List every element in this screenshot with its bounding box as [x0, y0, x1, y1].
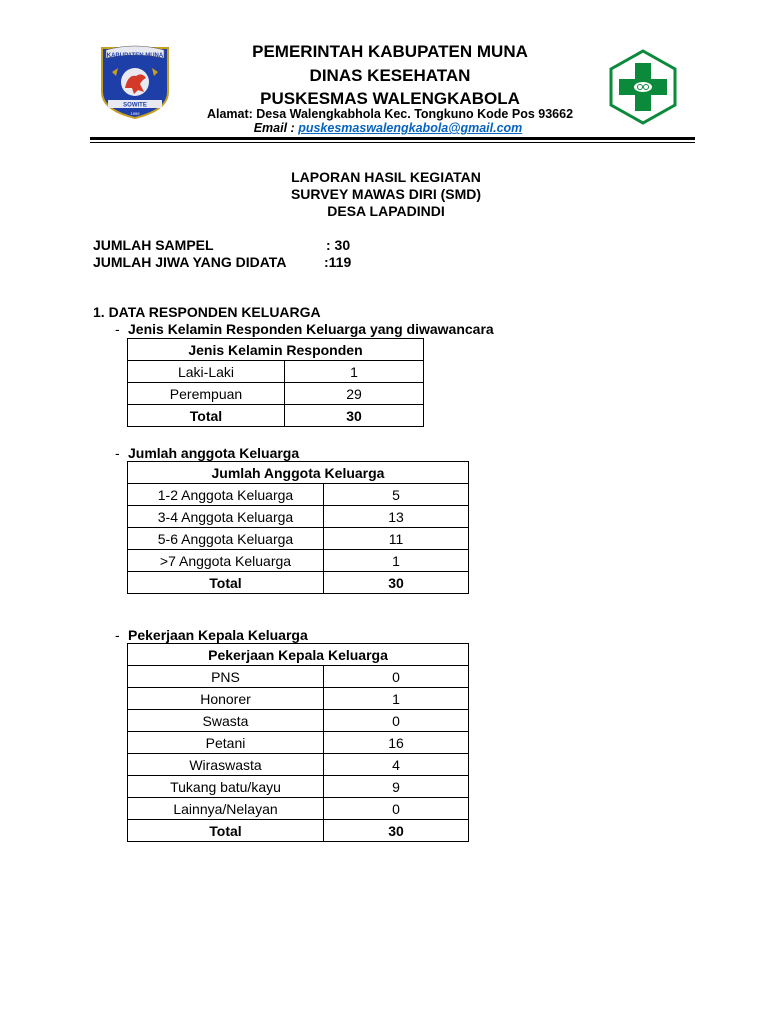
row-value: 1: [324, 550, 469, 572]
table-row: [128, 732, 469, 754]
total-value: 30: [285, 405, 424, 427]
header-address: Alamat: Desa Walengkabhola Kec. Tongkuno Kode Pos 93662: [206, 107, 574, 121]
table-total-row: [128, 820, 469, 842]
sub1-label: Jenis Kelamin Responden Keluarga yang diwawancara: [128, 321, 494, 337]
row-value: 16: [324, 732, 469, 754]
sub3-label: Pekerjaan Kepala Keluarga: [128, 627, 308, 643]
table-title: Pekerjaan Kepala Keluarga: [128, 644, 469, 666]
header-line-2: DINAS KESEHATAN: [309, 66, 471, 85]
table-row: [128, 550, 469, 572]
table-row: [128, 666, 469, 688]
sub3-dash: -: [115, 627, 120, 643]
row-name: PNS: [128, 666, 324, 688]
sub2-dash: -: [115, 445, 120, 461]
table-row: [128, 528, 469, 550]
table-row: [128, 361, 424, 383]
logo-ribbon-text: KABUPATEN MUNA: [106, 53, 164, 59]
row-value: 0: [324, 710, 469, 732]
total-label: Total: [128, 820, 324, 842]
total-value: 30: [324, 572, 469, 594]
sub2-label: Jumlah anggota Keluarga: [128, 445, 300, 461]
table-row: [128, 776, 469, 798]
table-row: [128, 688, 469, 710]
row-name: Perempuan: [128, 383, 285, 405]
logo-motto: SOWITE: [123, 102, 147, 109]
header-line-1: PEMERINTAH KABUPATEN MUNA: [252, 42, 528, 61]
jiwa-label: JUMLAH JIWA YANG DIDATA: [93, 254, 287, 270]
row-name: >7 Anggota Keluarga: [128, 550, 324, 572]
row-value: 13: [324, 506, 469, 528]
row-value: 9: [324, 776, 469, 798]
table-row: [128, 798, 469, 820]
row-name: Wiraswasta: [128, 754, 324, 776]
table-total-row: [128, 405, 424, 427]
sub1-dash: -: [115, 321, 120, 337]
row-name: Tukang batu/kayu: [128, 776, 324, 798]
row-value: 29: [285, 383, 424, 405]
table-header-row: [128, 644, 469, 666]
row-name: Petani: [128, 732, 324, 754]
header-line-3: PUSKESMAS WALENGKABOLA: [260, 89, 520, 108]
row-value: 11: [324, 528, 469, 550]
email-label: Email :: [253, 121, 295, 135]
row-name: Laki-Laki: [128, 361, 285, 383]
row-name: Lainnya/Nelayan: [128, 798, 324, 820]
row-value: 5: [324, 484, 469, 506]
section-1-heading: 1. DATA RESPONDEN KELUARGA: [93, 304, 321, 320]
row-name: Swasta: [128, 710, 324, 732]
table-row: [128, 383, 424, 405]
table-row: [128, 754, 469, 776]
sampel-label: JUMLAH SAMPEL: [93, 237, 214, 253]
row-value: 4: [324, 754, 469, 776]
occupation-table: [127, 643, 469, 842]
table-header-row: [128, 462, 469, 484]
total-label: Total: [128, 405, 285, 427]
row-value: 0: [324, 798, 469, 820]
gender-table: [127, 338, 424, 427]
report-title-3: DESA LAPADINDI: [327, 203, 445, 219]
header-email-line: [0, 121, 768, 135]
table-row: [128, 710, 469, 732]
total-value: 30: [324, 820, 469, 842]
letterhead-rule-thick: [90, 137, 695, 140]
table-total-row: [128, 572, 469, 594]
row-value: 1: [324, 688, 469, 710]
total-label: Total: [128, 572, 324, 594]
letterhead-rule-thin: [90, 142, 695, 143]
table-row: [128, 484, 469, 506]
household-size-table: [127, 461, 469, 594]
report-title-2: SURVEY MAWAS DIRI (SMD): [290, 186, 482, 202]
email-link[interactable]: puskesmaswalengkabola@gmail.com: [298, 121, 523, 135]
row-name: Honorer: [128, 688, 324, 710]
jiwa-value: :119: [324, 254, 352, 270]
row-name: 3-4 Anggota Keluarga: [128, 506, 324, 528]
table-row: [128, 506, 469, 528]
table-header-row: [128, 339, 424, 361]
logo-year: 1959: [130, 111, 140, 116]
row-value: 1: [285, 361, 424, 383]
sampel-value: : 30: [326, 237, 351, 253]
row-name: 1-2 Anggota Keluarga: [128, 484, 324, 506]
report-title-1: LAPORAN HASIL KEGIATAN: [291, 169, 481, 185]
table-title: Jenis Kelamin Responden: [128, 339, 424, 361]
table-title: Jumlah Anggota Keluarga: [128, 462, 469, 484]
row-value: 0: [324, 666, 469, 688]
row-name: 5-6 Anggota Keluarga: [128, 528, 324, 550]
